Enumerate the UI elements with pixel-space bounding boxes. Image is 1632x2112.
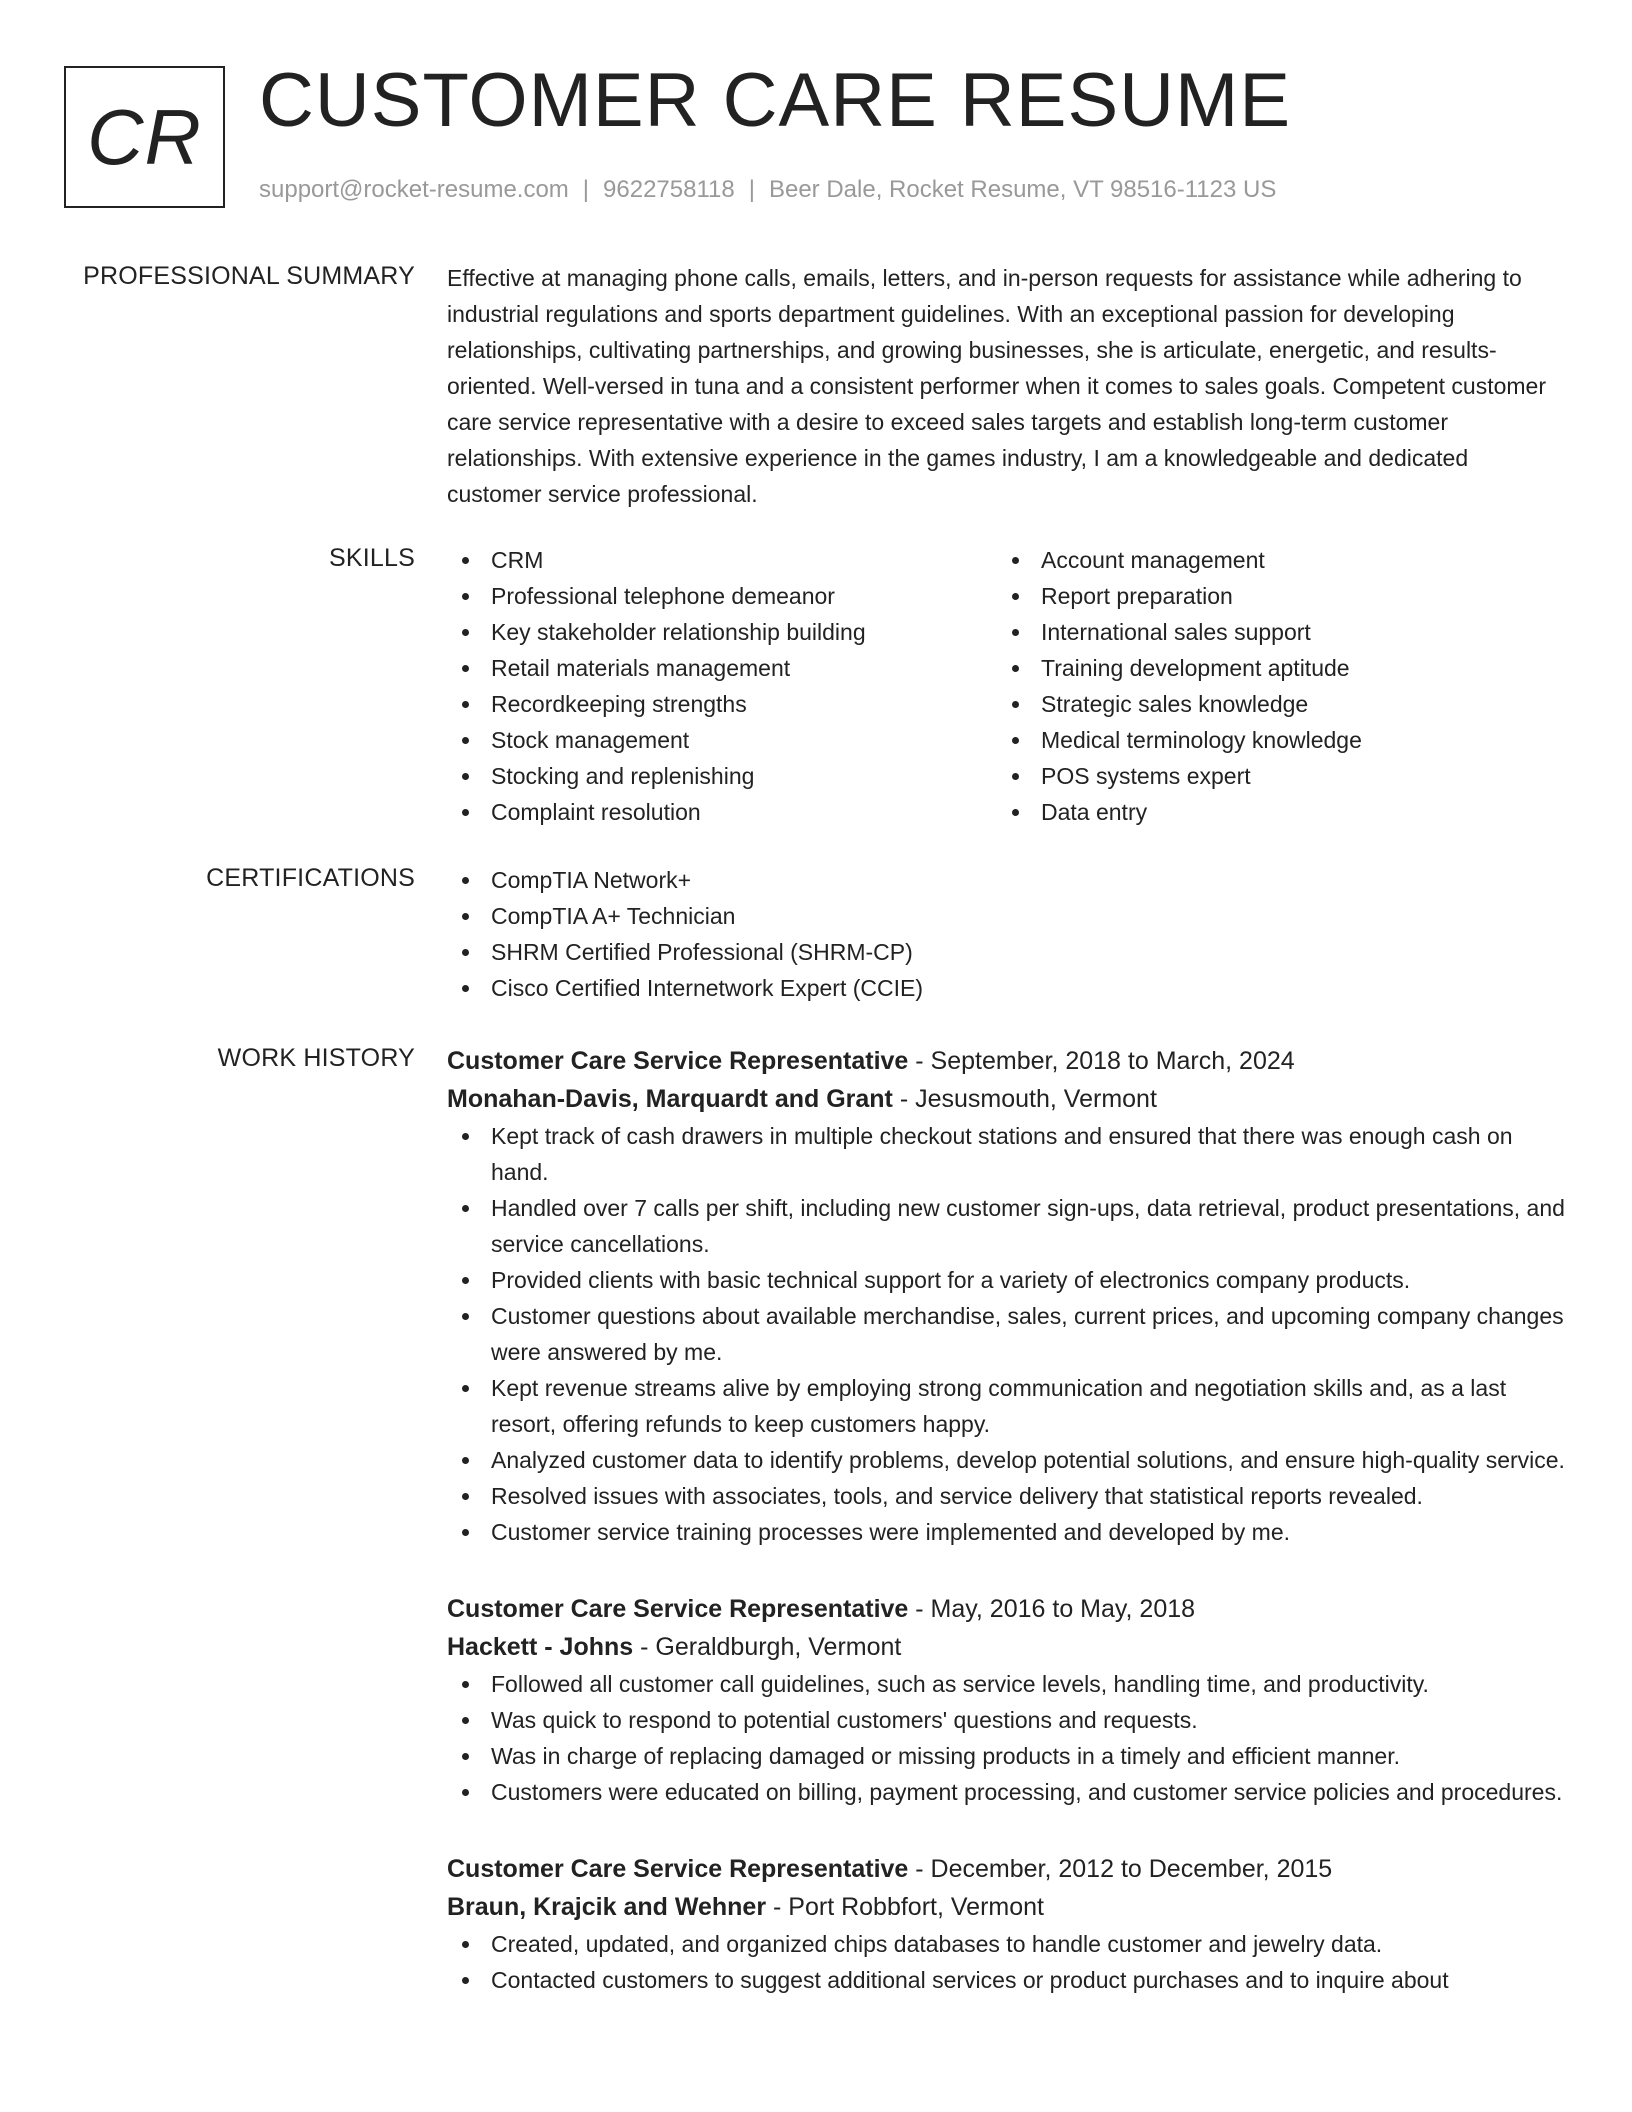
skill-item [997, 614, 1557, 650]
job-duty-item-text: Customers were educated on billing, payment processing, and customer service policies and procedures. [491, 1779, 1563, 1805]
skill-item [997, 794, 1557, 830]
skill-item-text: Data entry [1041, 799, 1148, 825]
bullet-dot-icon [1012, 665, 1019, 672]
certification-item [447, 934, 1567, 970]
certification-item [447, 898, 1567, 934]
job-title-line [447, 1042, 1567, 1080]
job-duty-item [447, 1118, 1571, 1190]
job-company-line [447, 1080, 1567, 1118]
skill-item-text: Medical terminology knowledge [1041, 727, 1362, 753]
skill-item [447, 542, 987, 578]
skill-item [447, 758, 987, 794]
work-history-body [447, 1042, 1567, 1998]
bullet-dot-icon [1012, 629, 1019, 636]
bullet-dot-icon [462, 737, 469, 744]
skill-item-text: Recordkeeping strengths [491, 691, 747, 717]
bullet-dot-icon [462, 1681, 469, 1688]
job-duty-item-text: Resolved issues with associates, tools, and service delivery that statistical reports revealed. [491, 1483, 1423, 1509]
contact-separator: | [582, 176, 590, 203]
job-title-line [447, 1850, 1567, 1888]
skill-item-text: CRM [491, 547, 544, 573]
skills-body [447, 542, 1567, 832]
skill-item [447, 794, 987, 830]
job-duty-item [447, 1926, 1571, 1962]
job-company: Braun, Krajcik and Wehner [447, 1893, 767, 1921]
bullet-dot-icon [462, 1493, 469, 1500]
job-entry [447, 1590, 1567, 1810]
job-duty-item-text: Handled over 7 calls per shift, including new customer sign-ups, data retrieval, product presentations, and service cancellations. [491, 1195, 1565, 1257]
skill-item [997, 578, 1557, 614]
job-duty-item-text: Was in charge of replacing damaged or missing products in a timely and efficient manner. [491, 1743, 1400, 1769]
skill-item-text: Stocking and replenishing [491, 763, 755, 789]
bullet-dot-icon [462, 701, 469, 708]
section-label-work-history: WORK HISTORY [217, 1044, 415, 1072]
bullet-dot-icon [462, 1277, 469, 1284]
job-duty-item-text: Analyzed customer data to identify problems, develop potential solutions, and ensure high-quality service. [491, 1447, 1565, 1473]
skill-item-text: Report preparation [1041, 583, 1233, 609]
skill-item [447, 578, 987, 614]
job-title: Customer Care Service Representative [447, 1047, 909, 1075]
bullet-dot-icon [462, 665, 469, 672]
contact-line [259, 175, 1276, 205]
job-location: - Jesusmouth, Vermont [892, 1085, 1157, 1113]
skills-list-left [447, 542, 987, 830]
job-duty-item [447, 1962, 1571, 1998]
job-duty-item [447, 1298, 1571, 1370]
job-duties-list [447, 1666, 1567, 1810]
job-dates: - September, 2018 to March, 2024 [908, 1047, 1295, 1075]
bullet-dot-icon [462, 1789, 469, 1796]
certification-item [447, 970, 1567, 1006]
skill-item [447, 722, 987, 758]
bullet-dot-icon [462, 877, 469, 884]
job-duty-item-text: Customer service training processes were implemented and developed by me. [491, 1519, 1291, 1545]
certification-item-text: Cisco Certified Internetwork Expert (CCIE) [491, 975, 924, 1001]
contact-email: support@rocket-resume.com [259, 176, 569, 203]
job-duty-item [447, 1738, 1571, 1774]
job-location: - Geraldburgh, Vermont [633, 1633, 902, 1661]
certifications-list [447, 862, 1567, 1006]
monogram-box [64, 66, 225, 208]
bullet-dot-icon [1012, 773, 1019, 780]
summary-text: Effective at managing phone calls, emails, letters, and in-person requests for assistance while adhering to industrial regulations and sports department guidelines. With an exceptional passion for developing relationships, cultivating partnerships, and growing businesses, she is articulate, energetic, and results-oriented. Well-versed in tuna and a consistent performer when it comes to sales goals. Competent customer care service representative with a desire to exceed sales targets and establish long-term customer relationships. With extensive experience in the games industry, I am a knowledgeable and dedicated customer service professional. [447, 265, 1547, 507]
skill-item-text: Training development aptitude [1041, 655, 1350, 681]
job-duty-item [447, 1262, 1571, 1298]
bullet-dot-icon [462, 1205, 469, 1212]
job-duty-item-text: Contacted customers to suggest additional services or product purchases and to inquire about [491, 1967, 1449, 1993]
job-duty-item [447, 1666, 1571, 1702]
bullet-dot-icon [1012, 701, 1019, 708]
skill-item [997, 650, 1557, 686]
skill-item-text: Retail materials management [491, 655, 791, 681]
skill-item [997, 686, 1557, 722]
bullet-dot-icon [462, 1977, 469, 1984]
contact-phone: 9622758118 [603, 176, 735, 203]
contact-address: Beer Dale, Rocket Resume, VT 98516-1123 US [768, 176, 1277, 203]
bullet-dot-icon [462, 949, 469, 956]
job-duty-item [447, 1370, 1571, 1442]
bullet-dot-icon [1012, 557, 1019, 564]
section-label-certifications: CERTIFICATIONS [206, 864, 415, 892]
certification-item [447, 862, 1567, 898]
bullet-dot-icon [462, 593, 469, 600]
contact-separator: | [748, 176, 755, 203]
skill-item [997, 542, 1557, 578]
bullet-dot-icon [462, 629, 469, 636]
section-label-skills: SKILLS [329, 544, 415, 572]
bullet-dot-icon [462, 913, 469, 920]
job-duty-item-text: Provided clients with basic technical support for a variety of electronics company products. [491, 1267, 1411, 1293]
bullet-dot-icon [1012, 809, 1019, 816]
skill-item-text: Key stakeholder relationship building [491, 619, 866, 645]
bullet-dot-icon [462, 1457, 469, 1464]
skill-item-text: International sales support [1041, 619, 1311, 645]
skills-list-right [997, 542, 1557, 830]
job-duty-item-text: Followed all customer call guidelines, such as service levels, handling time, and productivity. [491, 1671, 1429, 1697]
job-title: Customer Care Service Representative [447, 1595, 909, 1623]
skill-item [997, 722, 1557, 758]
job-duty-item-text: Created, updated, and organized chips databases to handle customer and jewelry data. [491, 1931, 1383, 1957]
bullet-dot-icon [462, 557, 469, 564]
resume-title: CUSTOMER CARE RESUME [259, 58, 1292, 143]
bullet-dot-icon [462, 1385, 469, 1392]
job-duties-list [447, 1118, 1567, 1550]
bullet-dot-icon [462, 1313, 469, 1320]
certification-item-text: SHRM Certified Professional (SHRM-CP) [491, 939, 913, 965]
job-duty-item-text: Kept revenue streams alive by employing strong communication and negotiation skills and, as a last resort, offering refunds to keep customers happy. [491, 1375, 1507, 1437]
job-entry [447, 1850, 1567, 1998]
bullet-dot-icon [1012, 737, 1019, 744]
job-dates: - May, 2016 to May, 2018 [908, 1595, 1196, 1623]
job-title-line [447, 1590, 1567, 1628]
certification-item-text: CompTIA Network+ [491, 867, 692, 893]
job-duty-item [447, 1774, 1571, 1810]
bullet-dot-icon [462, 1717, 469, 1724]
job-duties-list [447, 1926, 1567, 1998]
bullet-dot-icon [462, 809, 469, 816]
skill-item [447, 686, 987, 722]
certification-item-text: CompTIA A+ Technician [491, 903, 736, 929]
job-location: - Port Robbfort, Vermont [766, 1893, 1044, 1921]
bullet-dot-icon [462, 985, 469, 992]
skill-item-text: Stock management [491, 727, 690, 753]
job-duty-item [447, 1702, 1571, 1738]
skill-item-text: Strategic sales knowledge [1041, 691, 1309, 717]
job-duty-item-text: Was quick to respond to potential customers' questions and requests. [491, 1707, 1198, 1733]
job-duty-item [447, 1478, 1571, 1514]
bullet-dot-icon [1012, 593, 1019, 600]
summary-body [447, 260, 1567, 512]
bullet-dot-icon [462, 1941, 469, 1948]
monogram-initials: CR [87, 93, 202, 181]
job-company-line [447, 1888, 1567, 1926]
certifications-body [447, 862, 1567, 1006]
job-title: Customer Care Service Representative [447, 1855, 909, 1883]
bullet-dot-icon [462, 1133, 469, 1140]
skill-item-text: POS systems expert [1041, 763, 1251, 789]
job-duty-item-text: Kept track of cash drawers in multiple checkout stations and ensured that there was enough cash on hand. [491, 1123, 1513, 1185]
bullet-dot-icon [462, 1753, 469, 1760]
section-label-summary: PROFESSIONAL SUMMARY [83, 262, 415, 290]
job-duty-item [447, 1190, 1571, 1262]
skill-item [447, 614, 987, 650]
bullet-dot-icon [462, 773, 469, 780]
skill-item-text: Complaint resolution [491, 799, 701, 825]
job-company-line [447, 1628, 1567, 1666]
skill-item [997, 758, 1557, 794]
job-duty-item [447, 1442, 1571, 1478]
skill-item-text: Account management [1041, 547, 1265, 573]
job-dates: - December, 2012 to December, 2015 [908, 1855, 1333, 1883]
skill-item-text: Professional telephone demeanor [491, 583, 835, 609]
skill-item [447, 650, 987, 686]
job-company: Hackett - Johns [447, 1633, 634, 1661]
bullet-dot-icon [462, 1529, 469, 1536]
job-company: Monahan-Davis, Marquardt and Grant [447, 1085, 893, 1113]
job-entry [447, 1042, 1567, 1550]
job-duty-item [447, 1514, 1571, 1550]
job-duty-item-text: Customer questions about available merchandise, sales, current prices, and upcoming company changes were answered by me. [491, 1303, 1564, 1365]
